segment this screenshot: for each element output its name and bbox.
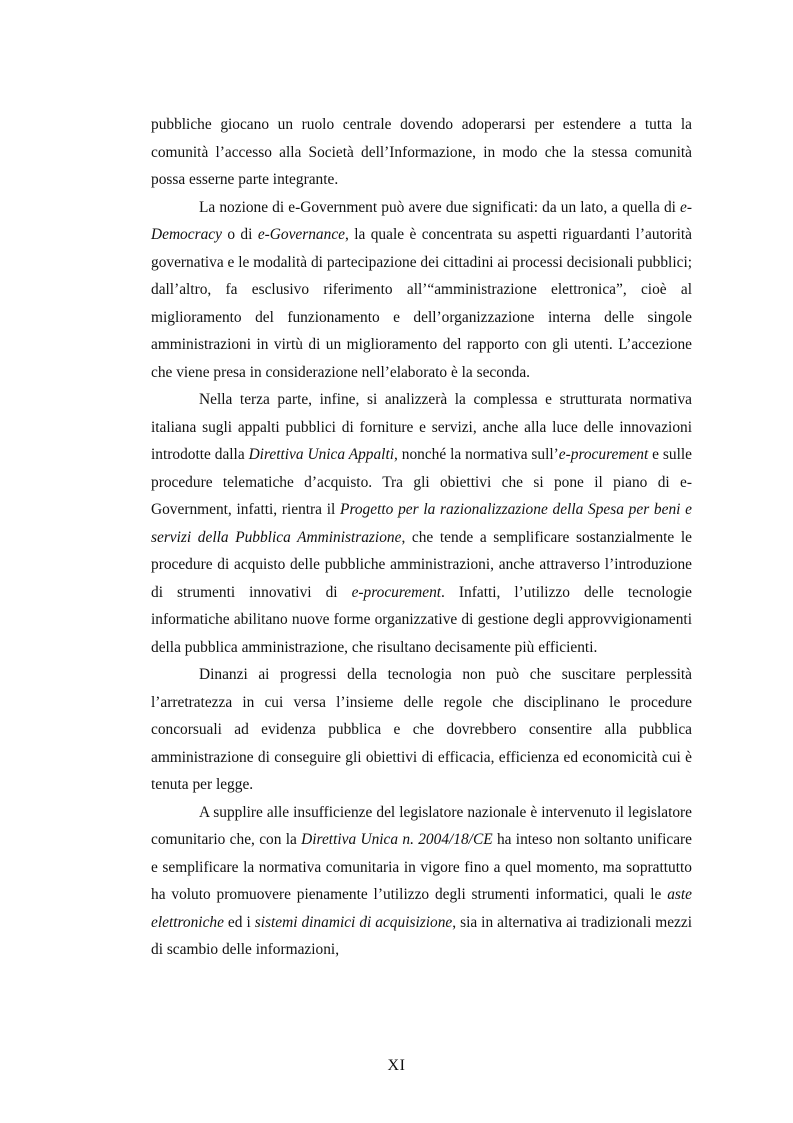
- text-run: Dinanzi ai progressi della tecnologia non può che suscitare perplessità l’arretratezza in cui versa l’insieme delle regole che disciplinano le procedure concorsuali ad evidenza pubblica e che dovrebbero consentire alla pubblica amministrazione di conseguire gli obiettivi di efficacia, efficienza ed economicità cui è tenuta per legge.: [151, 666, 692, 793]
- text-run: ha inteso non soltanto unificare e semplificare la normativa comunitaria in vigore fino a quel momento, ma soprattutto ha voluto promuovere pienamente l’utilizzo degli strumenti informatici, quali le: [151, 831, 692, 903]
- text-run: Nella terza parte, infine, si analizzerà la complessa e strutturata normativa italiana sugli appalti pubblici di forniture e servizi, anche alla luce delle innovazioni introdotte dalla: [151, 391, 692, 463]
- text-run: o di: [221, 226, 258, 243]
- page-number: XI: [387, 1057, 406, 1074]
- text-run: A supplire alle insufficienze del legislatore nazionale è intervenuto il legislatore comunitario che, con la: [151, 803, 692, 848]
- italic-term: sistemi dinamici di acquisizione: [254, 913, 453, 931]
- paragraph-4: [151, 661, 692, 799]
- text-run: e sulle procedure telematiche d’acquisto. Tra gli obiettivi che si pone il piano di e-Government, infatti, rientra il: [151, 446, 692, 518]
- paragraph-2: [151, 194, 692, 387]
- italic-term: e-Democracy: [151, 198, 692, 243]
- italic-term: Progetto per la razionalizzazione della Spesa per beni e servizi della Pubblica Amministrazione: [151, 501, 692, 546]
- text-run: ed i: [223, 913, 255, 931]
- text-run: , la quale è concentrata su aspetti riguardanti l’autorità governativa e le modalità di partecipazione dei cittadini ai processi decisionali pubblici; dall’altro, fa esclusivo riferimento all’“amministrazione elettronica”, cioè al miglioramento del funzionamento e dell’organizzazione interna delle singole amministrazioni in virtù di un miglioramento del rapporto con gli utenti. L’accezione che viene presa in considerazione nell’elaborato è la seconda.: [151, 226, 692, 381]
- text-run: pubbliche giocano un ruolo centrale dovendo adoperarsi per estendere a tutta la comunità l’accesso alla Società dell’Informazione, in modo che la stessa comunità possa esserne parte integrante.: [151, 116, 692, 188]
- body-text: [151, 111, 692, 964]
- italic-term: Direttiva Unica n. 2004/18/CE: [301, 831, 493, 848]
- text-run: La nozione di e-Government può avere due significati: da un lato, a quella di: [199, 198, 681, 216]
- paragraph-3: [151, 386, 692, 661]
- text-run: , nonché la normativa sull’: [394, 446, 559, 463]
- text-run: . Infatti, l’utilizzo delle tecnologie informatiche abilitano nuove forme organizzative di gestione degli approvvigionamenti della pubblica amministrazione, che risultano decisamente più efficienti.: [151, 583, 692, 656]
- italic-term: aste elettroniche: [151, 886, 692, 931]
- text-run: , sia in alternativa ai tradizionali mezzi di scambio delle informazioni,: [151, 913, 692, 958]
- italic-term: Direttiva Unica Appalti: [248, 446, 395, 463]
- paragraph-5: [151, 799, 692, 964]
- italic-term: e-procurement: [351, 583, 442, 601]
- italic-term: e-procurement: [558, 446, 649, 463]
- text-run: , che tende a semplificare sostanzialmente le procedure di acquisto delle pubbliche amministrazioni, anche attraverso l’introduzione di strumenti innovativi di: [151, 528, 692, 601]
- paragraph-1: [151, 111, 692, 194]
- italic-term: e-Governance: [257, 226, 345, 243]
